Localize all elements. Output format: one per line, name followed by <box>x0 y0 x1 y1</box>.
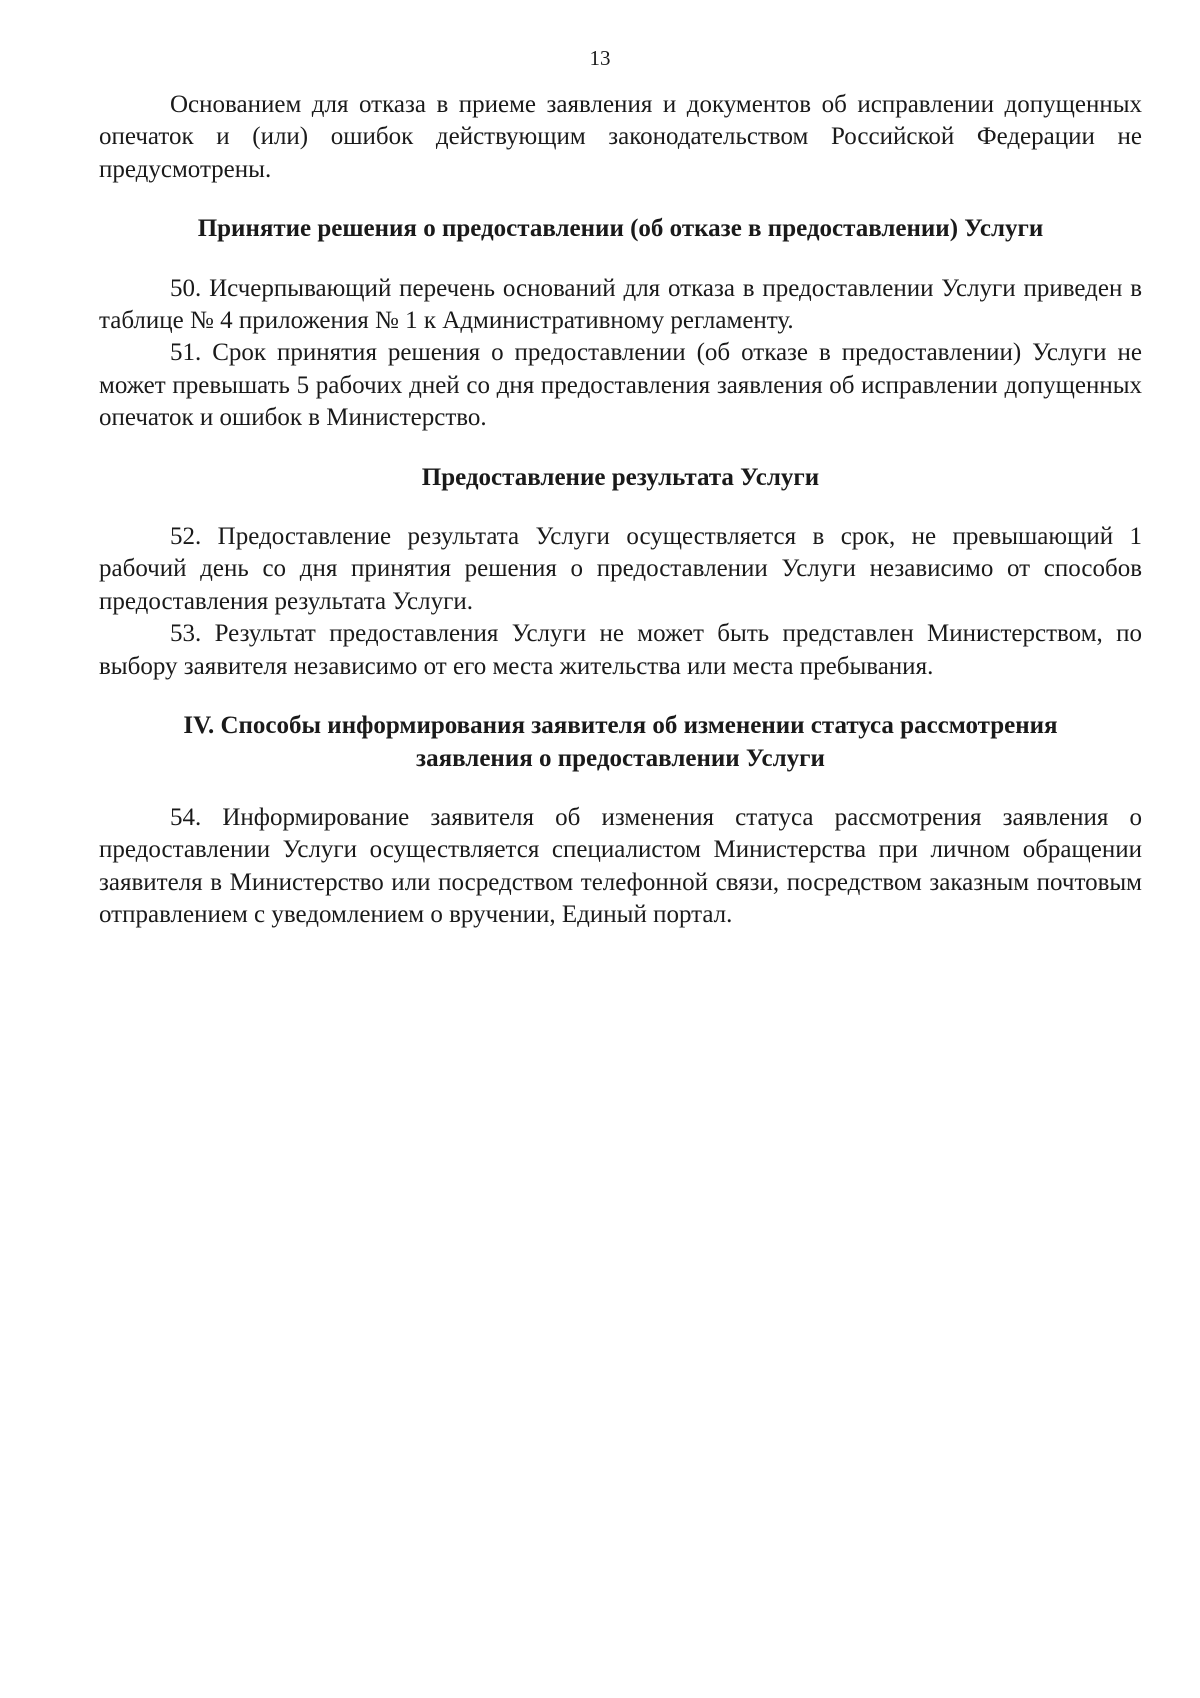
paragraph-51: 51. Срок принятия решения о предоставлении (об отказе в предоставлении) Услуги не может превышать 5 рабочих дней со дня предоставления заявления об исправлении допущенных опечаток и ошибок в Министерство. <box>99 339 1142 432</box>
page-number: 13 <box>589 46 611 70</box>
heading-decision: Принятие решения о предоставлении (об отказе в предоставлении) Услуги <box>197 215 1044 243</box>
paragraph-50: 50. Исчерпывающий перечень оснований для отказа в предоставлении Услуги приведен в таблице № 4 приложения № 1 к Административному регламенту. <box>99 274 1142 335</box>
paragraph-53: 53. Результат предоставления Услуги не может быть представлен Министерством, по выбору заявителя независимо от его места жительства или места пребывания. <box>99 620 1142 680</box>
heading-section-4-line-2: заявления о предоставлении Услуги <box>416 744 825 772</box>
heading-section-4 <box>99 710 1142 775</box>
paragraph-54: 54. Информирование заявителя об изменения статуса рассмотрения заявления о предоставлении Услуги осуществляется специалистом Министерства при личном обращении заявителя в Министерство или посредством телефонной связи, посредством заказным почтовым отправлением с уведомлением о вручении, Единый портал. <box>99 803 1142 929</box>
paragraph-intro: Основанием для отказа в приеме заявления и документов об исправлении допущенных опечаток и (или) ошибок действующим законодательством Российской Федерации не предусмотрены. <box>99 91 1142 183</box>
paragraph-52: 52. Предоставление результата Услуги осуществляется в срок, не превышающий 1 рабочий день со дня принятия решения о предоставлении Услуги независимо от способов предоставления результата Услуги. <box>99 523 1142 615</box>
heading-result: Предоставление результата Услуги <box>421 463 820 491</box>
document-body <box>99 89 1142 932</box>
heading-section-4-line-1: IV. Способы информирования заявителя об изменении статуса рассмотрения <box>183 712 1058 740</box>
